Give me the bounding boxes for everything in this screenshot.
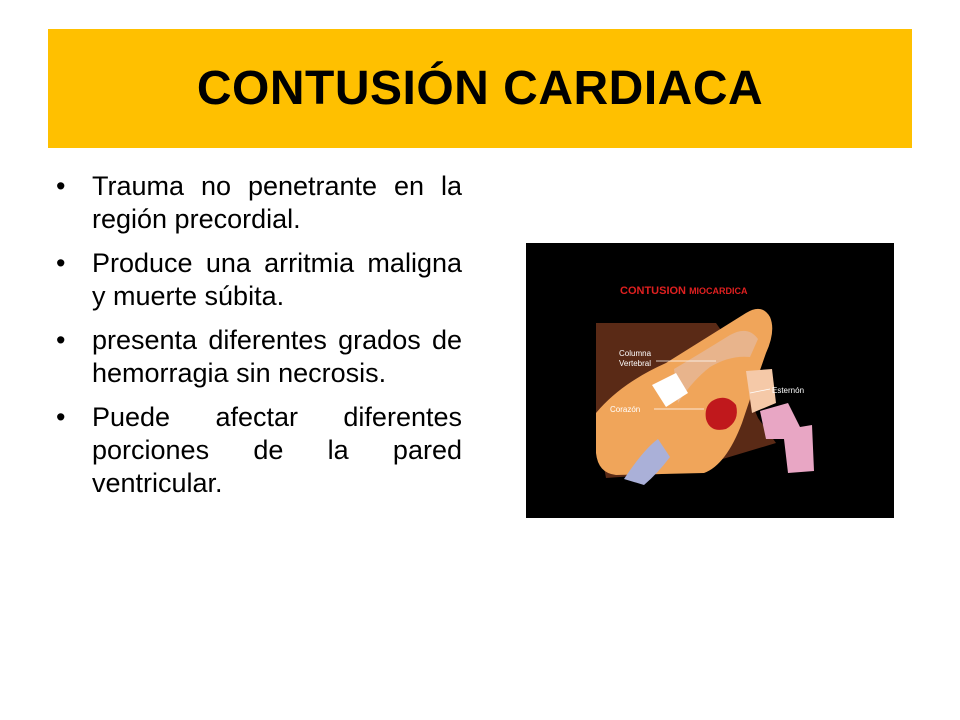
bullet-marker: • [56, 402, 66, 432]
title-band [48, 29, 912, 148]
bullet-list [56, 170, 462, 511]
bullet-item [56, 170, 462, 236]
cardiac-contusion-illustration [526, 243, 894, 518]
bullet-text: presenta diferentes grados de hemorragia sin necrosis. [92, 325, 462, 388]
bullet-text: Trauma no penetrante en la región precordial. [92, 171, 462, 234]
illustration-svg [526, 243, 894, 518]
figure-title-part2: MIOCARDICA [689, 286, 748, 296]
label-corazon: Corazón [610, 405, 641, 414]
bullet-marker: • [56, 325, 66, 355]
bullet-item [56, 401, 462, 500]
bullet-item [56, 324, 462, 390]
label-columna-line1: Columna [619, 349, 652, 358]
bullet-text: Produce una arritmia maligna y muerte súbita. [92, 248, 462, 311]
label-esternon: Esternón [772, 386, 805, 395]
bullet-marker: • [56, 248, 66, 278]
bullet-item [56, 247, 462, 313]
bullet-marker: • [56, 171, 66, 201]
slide-title: CONTUSIÓN CARDIACA [196, 62, 764, 115]
svg-text:CONTUSION MIOCARDICA [620, 285, 748, 297]
figure-title-part1: CONTUSION [620, 285, 686, 297]
label-columna-line2: Vertebral [619, 359, 652, 368]
bullet-text: Puede afectar diferentes porciones de la pared ventricular. [92, 402, 462, 498]
